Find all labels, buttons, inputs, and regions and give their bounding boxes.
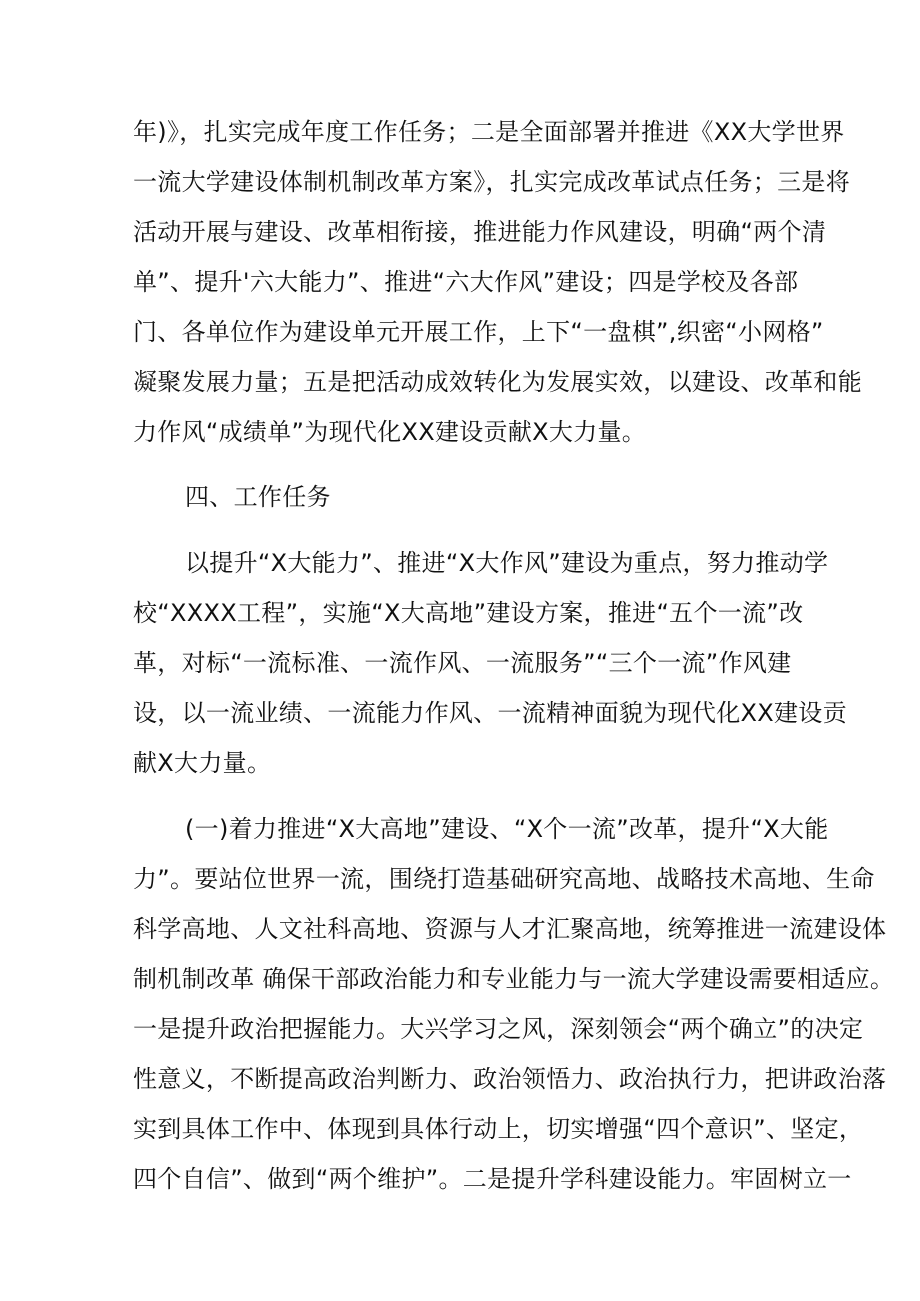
paragraph-line: 力作风“成绩单”为现代化XX建设贡献X大力量。 [133,418,647,446]
paragraph-line: 以提升“X大能力”、推进“X大作风”建设为重点，努力推动学 [185,549,829,577]
paragraph-line: 性意义，不断提高政治判断力、政治领悟力、政治执行力，把讲政治落 [133,1065,887,1093]
paragraph-line: 一流大学建设体制机制改革方案》，扎实完成改革试点任务；三是将 [133,168,850,196]
paragraph-line: 活动开展与建设、改革相衔接，推进能力作风建设，明确“两个清 [133,218,827,246]
subsection-heading-line: (一)着力推进“X大高地”建设、“X个一流”改革，提升“X大能 [185,815,829,843]
paragraph-line: 一是提升政治把握能力。大兴学习之风，深刻领会“两个确立”的决定 [133,1015,864,1043]
paragraph-line: 门、各单位作为建设单元开展工作，上下“一盘棋”,织密“小网格” [133,318,824,346]
paragraph-line: 年)》，扎实完成年度工作任务；二是全面部署并推进《XX大学世界 [133,118,845,146]
paragraph-line: 单”、提升'六大能力”、推进“六大作风”建设；四是学校及各部 [133,268,799,296]
paragraph-line: 力”。要站位世界一流，围绕打造基础研究高地、战略技术高地、生命 [133,865,875,893]
paragraph-line: 科学高地、人文社科高地、资源与人才汇聚高地，统筹推进一流建设体 [133,915,887,943]
paragraph-line: 四个自信”、做到“两个维护”。二是提升学科建设能力。牢固树立一 [133,1165,852,1193]
paragraph-line: 献X大力量。 [133,749,272,777]
paragraph-line: 革，对标“一流标准、一流作风、一流服务”“三个一流”作风建 [133,649,792,677]
paragraph-line: 实到具体工作中、体现到具体行动上，切实增强“四个意识”、坚定， [133,1115,864,1143]
paragraph-line: 制机制改革 确保干部政治能力和专业能力与一流大学建设需要相适应。 [133,965,895,993]
paragraph-line: 设，以一流业绩、一流能力作风、一流精神面貌为现代化XX建设贡 [133,699,847,727]
paragraph-line: 校“XXXX工程”，实施“X大高地”建设方案，推进“五个一流”改 [133,599,804,627]
section-heading: 四、工作任务 [185,483,331,511]
paragraph-line: 凝聚发展力量；五是把活动成效转化为发展实效，以建设、改革和能 [133,368,862,396]
